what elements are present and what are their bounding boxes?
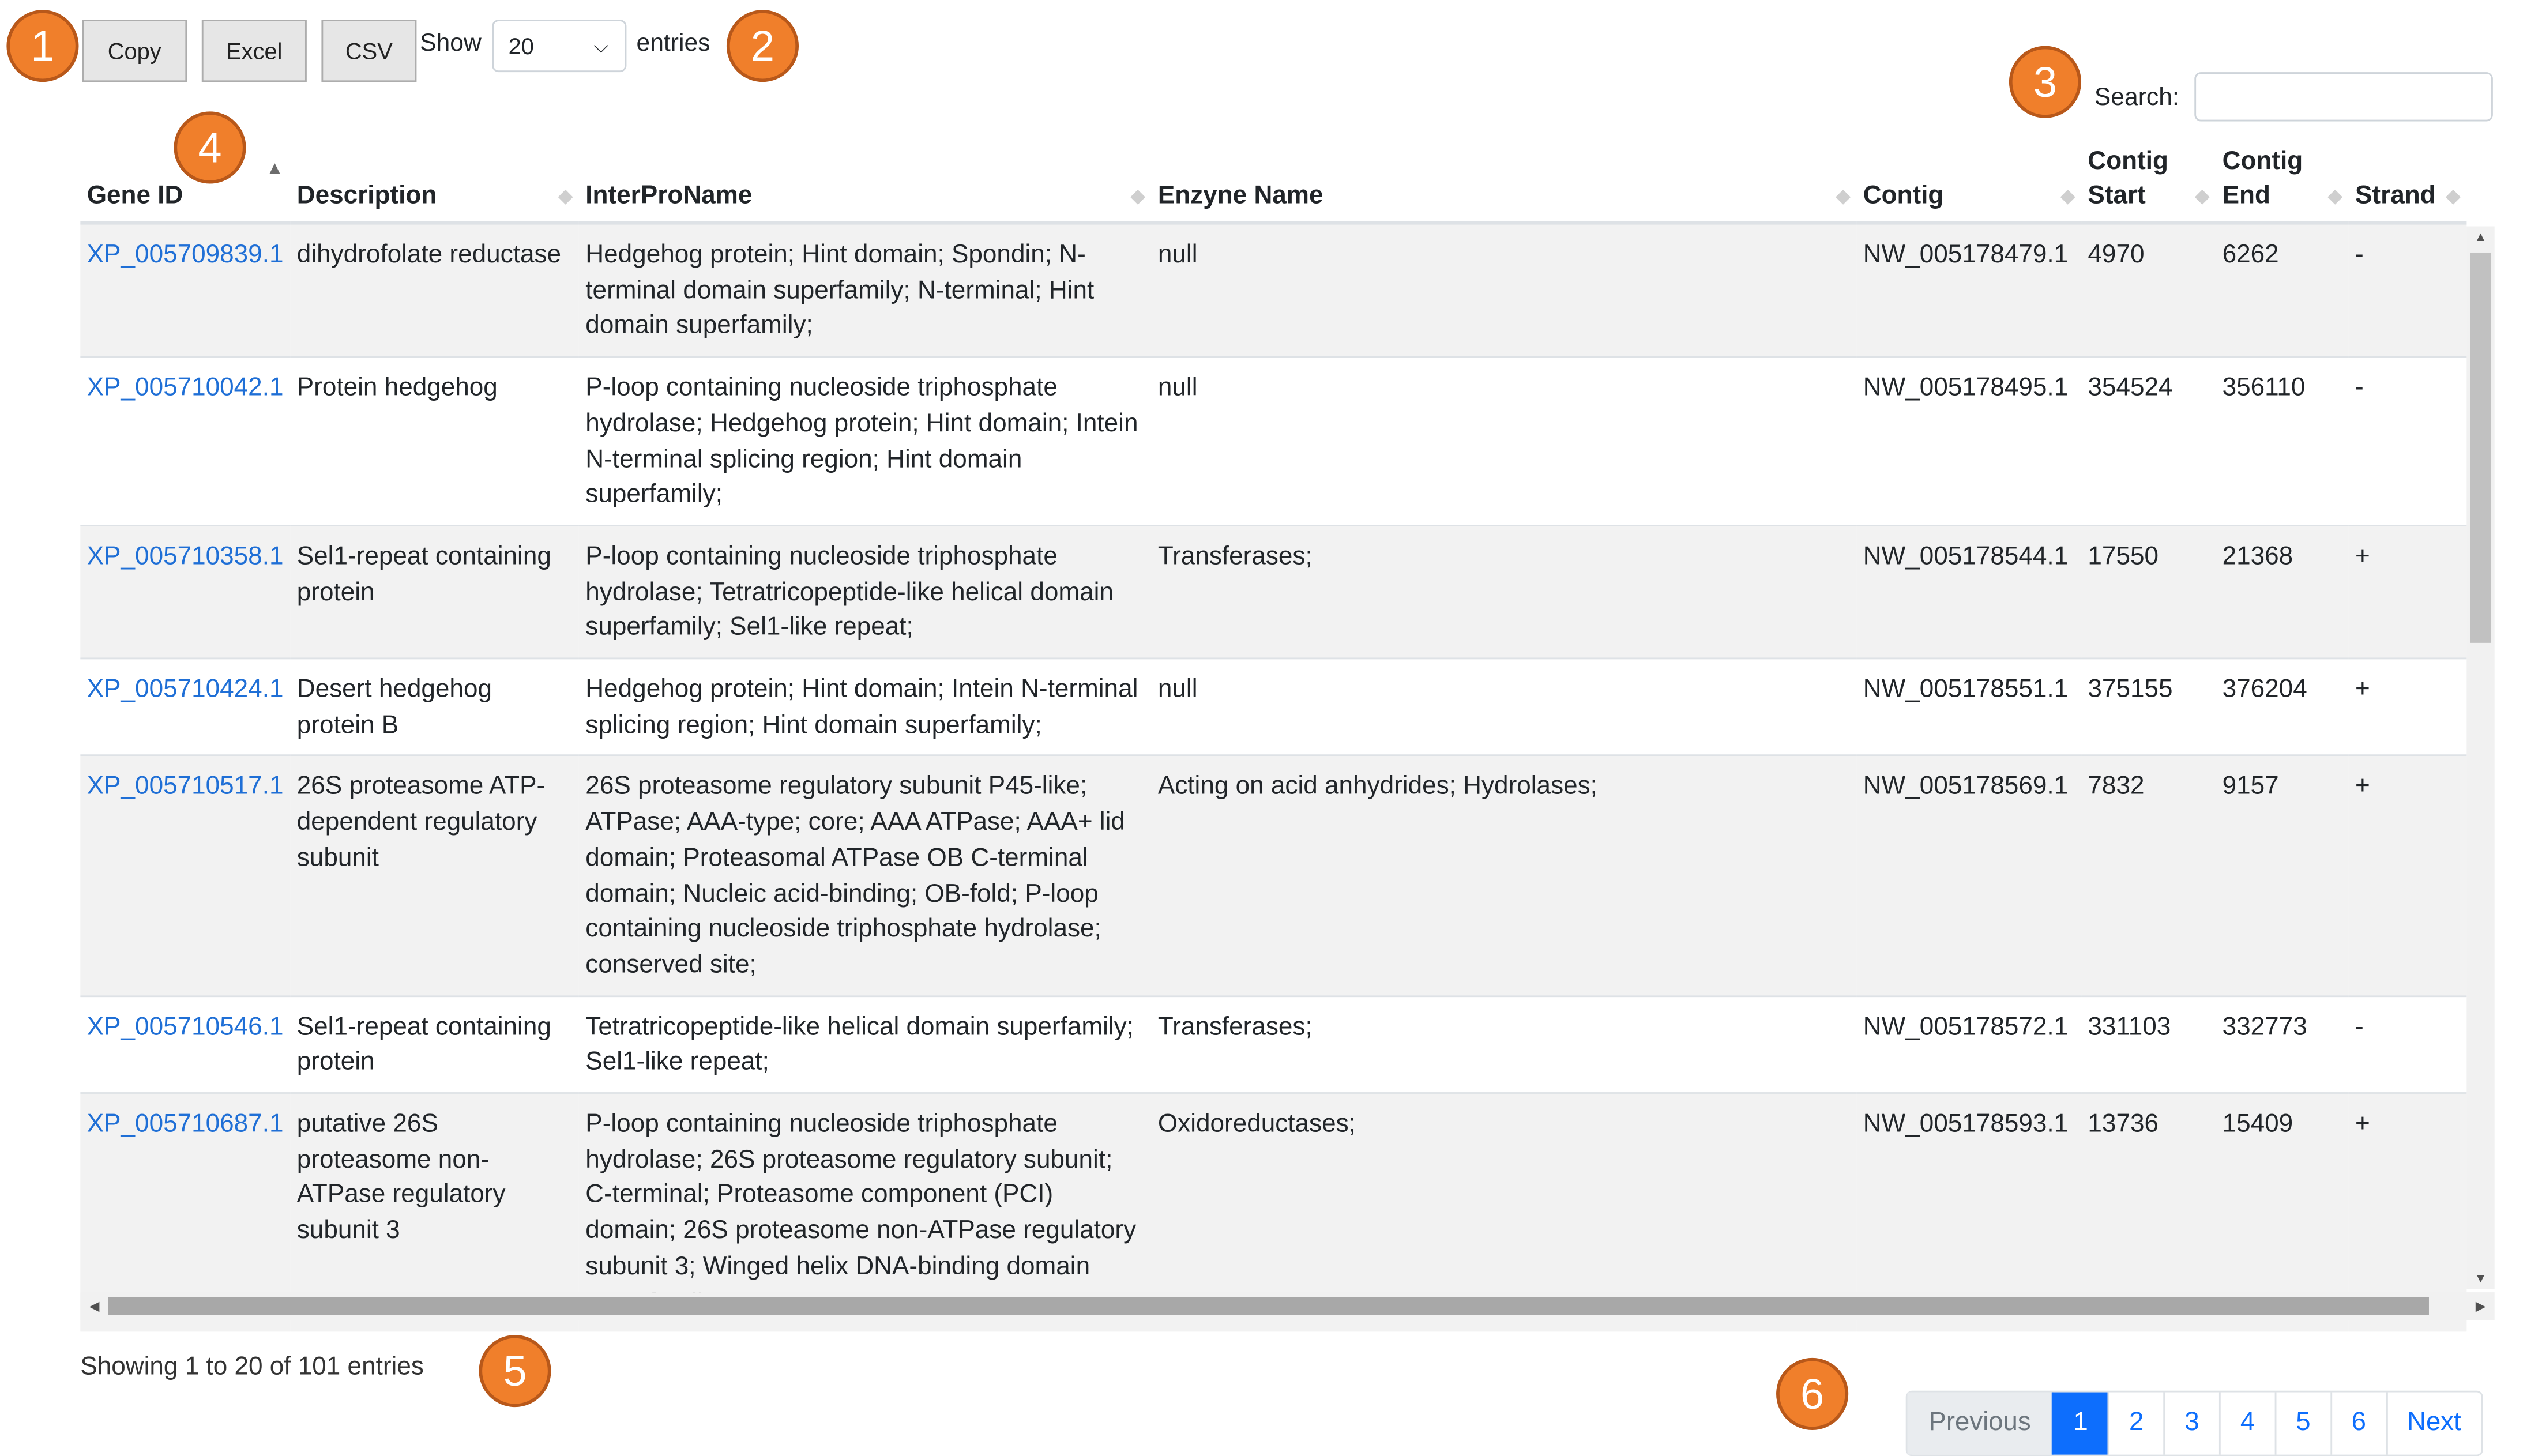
pagination-page-1[interactable]: 1 bbox=[2052, 1393, 2108, 1455]
contig-start-cell: 375155 bbox=[2081, 659, 2216, 756]
table-header-row bbox=[80, 138, 2466, 223]
enzyme-name-cell: Transferases; bbox=[1151, 996, 1856, 1093]
csv-button[interactable]: CSV bbox=[321, 20, 416, 82]
table-row bbox=[80, 996, 2466, 1093]
strand-cell: + bbox=[2349, 1093, 2467, 1332]
table-row bbox=[80, 357, 2466, 525]
data-table bbox=[80, 138, 2466, 1332]
search-label: Search: bbox=[2094, 84, 2179, 112]
strand-cell: - bbox=[2349, 223, 2467, 357]
table-row bbox=[80, 525, 2466, 659]
scroll-right-icon[interactable]: ▶ bbox=[2475, 1299, 2486, 1314]
contig-cell: NW_005178544.1 bbox=[1856, 525, 2081, 659]
pagination-page-5[interactable]: 5 bbox=[2274, 1393, 2330, 1455]
excel-button[interactable]: Excel bbox=[202, 20, 307, 82]
description-cell: putative 26S proteasome non-ATPase regulatory subunit 3 bbox=[290, 1093, 579, 1332]
column-header-contig[interactable]: Contig ◆ bbox=[1856, 138, 2081, 223]
strand-cell: - bbox=[2349, 357, 2467, 525]
vertical-scrollbar[interactable] bbox=[2466, 226, 2494, 1289]
contig-start-cell: 13736 bbox=[2081, 1093, 2216, 1332]
gene-id-link[interactable]: XP_005709839.1 bbox=[87, 241, 284, 269]
strand-cell: + bbox=[2349, 659, 2467, 756]
sort-icon: ◆ bbox=[2060, 187, 2075, 207]
contig-start-cell: 354524 bbox=[2081, 357, 2216, 525]
column-header-contig-end[interactable]: Contig End ◆ bbox=[2216, 138, 2348, 223]
table-row bbox=[80, 223, 2466, 357]
sort-icon: ◆ bbox=[2446, 187, 2460, 207]
sort-ascending-icon: ▲ bbox=[266, 159, 284, 179]
chevron-down-icon: ⌵ bbox=[593, 34, 609, 58]
table-info-text: Showing 1 to 20 of 101 entries bbox=[80, 1353, 424, 1381]
contig-end-cell: 15409 bbox=[2216, 1093, 2348, 1332]
entries-select-value: 20 bbox=[508, 32, 534, 59]
scroll-up-icon[interactable]: ▲ bbox=[2474, 230, 2487, 244]
contig-start-cell: 7832 bbox=[2081, 756, 2216, 996]
interproname-cell: Tetratricopeptide-like helical domain superfamily; Sel1-like repeat; bbox=[579, 996, 1152, 1093]
search-input[interactable] bbox=[2194, 72, 2493, 121]
enzyme-name-cell: null bbox=[1151, 357, 1856, 525]
horizontal-scrollbar-thumb[interactable] bbox=[108, 1297, 2429, 1315]
interproname-cell: P-loop containing nucleoside triphosphate hydrolase; 26S proteasome regulatory subunit; C-terminal; Proteasome component (PCI) domain; 26S proteasome non-ATPase regulatory subunit 3; Winged helix DNA-binding domain bbox=[579, 1093, 1152, 1332]
interproname-cell: P-loop containing nucleoside triphosphate hydrolase; Tetratricopeptide-like helical domain superfamily; Sel1-like repeat; bbox=[579, 525, 1152, 659]
contig-cell: NW_005178593.1 bbox=[1856, 1093, 2081, 1332]
contig-end-cell: 356110 bbox=[2216, 357, 2348, 525]
interproname-cell: Hedgehog protein; Hint domain; Intein N-terminal splicing region; Hint domain superfamily; bbox=[579, 659, 1152, 756]
gene-id-link[interactable]: XP_005710546.1 bbox=[87, 1013, 284, 1041]
enzyme-name-cell: Acting on acid anhydrides; Hydrolases; bbox=[1151, 756, 1856, 996]
gene-id-link[interactable]: XP_005710687.1 bbox=[87, 1110, 284, 1138]
pagination-page-2[interactable]: 2 bbox=[2108, 1393, 2163, 1455]
callout-badge-5: 5 bbox=[479, 1335, 551, 1407]
callout-badge-3: 3 bbox=[2009, 46, 2081, 118]
strand-cell: + bbox=[2349, 525, 2467, 659]
contig-cell: NW_005178569.1 bbox=[1856, 756, 2081, 996]
contig-end-cell: 9157 bbox=[2216, 756, 2348, 996]
pagination-page-4[interactable]: 4 bbox=[2219, 1393, 2274, 1455]
copy-button[interactable]: Copy bbox=[82, 20, 187, 82]
column-header-gene-id[interactable]: Gene ID ▲ bbox=[80, 138, 290, 223]
column-header-strand[interactable]: Strand ◆ bbox=[2349, 138, 2467, 223]
column-header-contig-start[interactable]: Contig Start ◆ bbox=[2081, 138, 2216, 223]
pagination-page-3[interactable]: 3 bbox=[2163, 1393, 2218, 1455]
contig-cell: NW_005178551.1 bbox=[1856, 659, 2081, 756]
interproname-cell: 26S proteasome regulatory subunit P45-like; ATPase; AAA-type; core; AAA ATPase; AAA+ lid domain; Proteasomal ATPase OB C-terminal domain; Nucleic acid-binding; OB-fold; P-loop containing nucleoside triphosphate hydrolase; conserved site; bbox=[579, 756, 1152, 996]
strand-cell: - bbox=[2349, 996, 2467, 1093]
interproname-cell: Hedgehog protein; Hint domain; Spondin; N-terminal domain superfamily; N-terminal; Hint domain superfamily; bbox=[579, 223, 1152, 357]
description-cell: Desert hedgehog protein B bbox=[290, 659, 579, 756]
callout-badge-4: 4 bbox=[174, 111, 246, 183]
gene-id-link[interactable]: XP_005710517.1 bbox=[87, 773, 284, 802]
description-cell: Protein hedgehog bbox=[290, 357, 579, 525]
description-cell: 26S proteasome ATP-dependent regulatory subunit bbox=[290, 756, 579, 996]
column-header-interproname[interactable]: InterProName ◆ bbox=[579, 138, 1152, 223]
data-table-container bbox=[80, 138, 2494, 1286]
contig-start-cell: 4970 bbox=[2081, 223, 2216, 357]
column-header-description[interactable]: Description ◆ bbox=[290, 138, 579, 223]
pagination-page-6[interactable]: 6 bbox=[2330, 1393, 2386, 1455]
interproname-cell: P-loop containing nucleoside triphosphate hydrolase; Hedgehog protein; Hint domain; Intein N-terminal splicing region; Hint domain superfamily; bbox=[579, 357, 1152, 525]
contig-cell: NW_005178495.1 bbox=[1856, 357, 2081, 525]
column-header-enzyne-name[interactable]: Enzyne Name ◆ bbox=[1151, 138, 1856, 223]
vertical-scrollbar-thumb[interactable] bbox=[2470, 253, 2491, 643]
enzyme-name-cell: null bbox=[1151, 659, 1856, 756]
pagination bbox=[1906, 1391, 2483, 1456]
contig-cell: NW_005178572.1 bbox=[1856, 996, 2081, 1093]
gene-id-link[interactable]: XP_005710424.1 bbox=[87, 675, 284, 704]
sort-icon: ◆ bbox=[1836, 187, 1851, 207]
sort-icon: ◆ bbox=[558, 187, 573, 207]
pagination-previous[interactable]: Previous bbox=[1908, 1393, 2052, 1455]
enzyme-name-cell: Oxidoreductases; bbox=[1151, 1093, 1856, 1332]
contig-end-cell: 332773 bbox=[2216, 996, 2348, 1093]
contig-start-cell: 331103 bbox=[2081, 996, 2216, 1093]
callout-badge-6: 6 bbox=[1776, 1358, 1848, 1430]
contig-cell: NW_005178479.1 bbox=[1856, 223, 2081, 357]
contig-end-cell: 376204 bbox=[2216, 659, 2348, 756]
pagination-next[interactable]: Next bbox=[2386, 1393, 2481, 1455]
scroll-down-icon[interactable]: ▼ bbox=[2474, 1271, 2487, 1286]
contig-start-cell: 17550 bbox=[2081, 525, 2216, 659]
table-row bbox=[80, 659, 2466, 756]
enzyme-name-cell: Transferases; bbox=[1151, 525, 1856, 659]
contig-end-cell: 21368 bbox=[2216, 525, 2348, 659]
enzyme-name-cell: null bbox=[1151, 223, 1856, 357]
contig-end-cell: 6262 bbox=[2216, 223, 2348, 357]
table-row bbox=[80, 756, 2466, 996]
entries-per-page-select[interactable] bbox=[492, 20, 626, 72]
entries-label: entries bbox=[636, 29, 710, 58]
callout-badge-1: 1 bbox=[6, 10, 78, 82]
sort-icon: ◆ bbox=[1131, 187, 1145, 207]
description-cell: Sel1-repeat containing protein bbox=[290, 525, 579, 659]
gene-id-link[interactable]: XP_005710042.1 bbox=[87, 374, 284, 402]
description-cell: dihydrofolate reductase bbox=[290, 223, 579, 357]
callout-badge-2: 2 bbox=[727, 10, 799, 82]
sort-icon: ◆ bbox=[2328, 187, 2342, 207]
description-cell: Sel1-repeat containing protein bbox=[290, 996, 579, 1093]
gene-id-link[interactable]: XP_005710358.1 bbox=[87, 543, 284, 571]
strand-cell: + bbox=[2349, 756, 2467, 996]
show-label: Show bbox=[420, 29, 482, 58]
sort-icon: ◆ bbox=[2195, 187, 2209, 207]
scroll-left-icon[interactable]: ◀ bbox=[89, 1299, 100, 1314]
horizontal-scrollbar[interactable] bbox=[80, 1292, 2494, 1320]
